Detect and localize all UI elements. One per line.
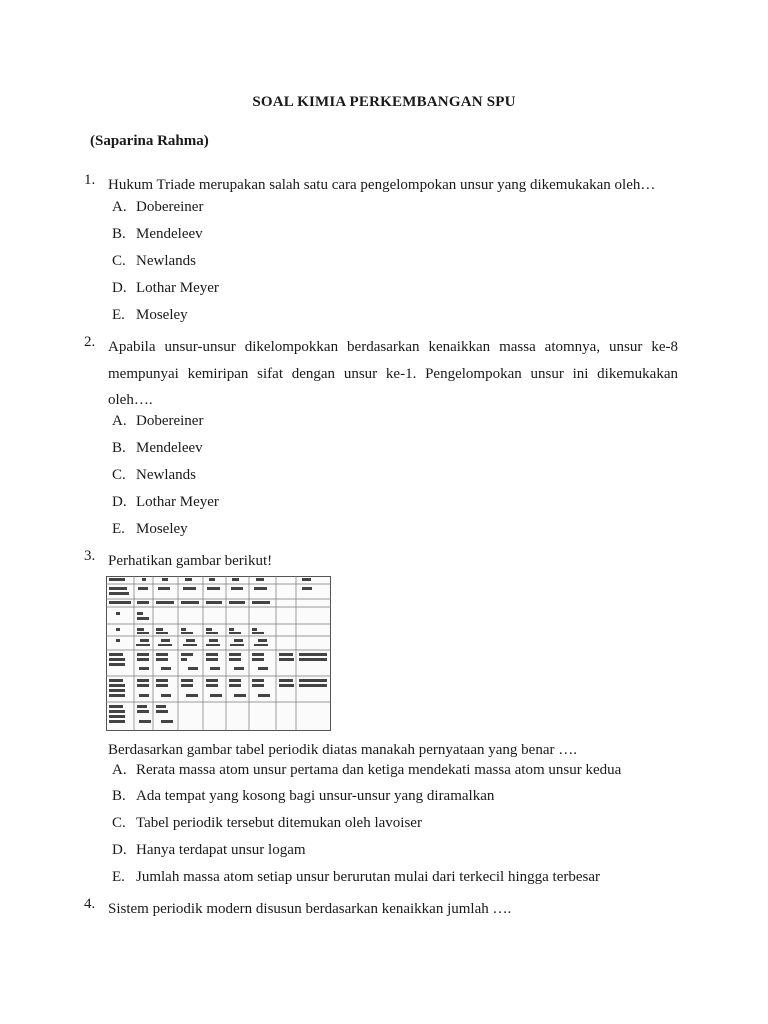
option-3c [0,815,768,837]
option-text: Mendeleev [136,440,203,456]
option-letter: C. [112,253,126,269]
question-number: 1. [84,172,96,188]
option-letter: B. [112,788,126,804]
option-text: Tabel periodik tersebut ditemukan oleh lavoiser [136,815,422,831]
option-letter: A. [112,199,127,215]
option-letter: E. [112,869,125,885]
option-text: Moseley [136,521,188,537]
option-letter: B. [112,440,126,456]
option-1e [0,307,768,329]
option-3b [0,788,768,810]
question-text: Perhatikan gambar berikut! [108,553,273,569]
option-3a [0,762,768,784]
option-1b [0,226,768,248]
option-letter: E. [112,307,125,323]
question-followup-text: Berdasarkan gambar tabel periodik diatas manakah pernyataan yang benar …. [108,742,577,758]
author-name: (Saparina Rahma) [90,133,209,149]
option-text: Hanya terdapat unsur logam [136,842,306,858]
option-letter: E. [112,521,125,537]
option-text: Newlands [136,253,196,269]
option-letter: D. [112,494,127,510]
periodic-table-image [106,576,331,731]
question-text: Apabila unsur-unsur dikelompokkan berdasarkan kenaikkan massa atomnya, unsur ke-8 mempunyai kemiripan sifat dengan unsur ke-1. Pengelompokan unsur ini dikemukakan oleh…. [108,339,678,409]
option-letter: A. [112,413,127,429]
option-1c [0,253,768,275]
question-text: Hukum Triade merupakan salah satu cara pengelompokan unsur yang dikemukakan oleh… [108,177,656,193]
question-text: Sistem periodik modern disusun berdasarkan kenaikkan jumlah …. [108,901,512,917]
question-number: 4. [84,896,96,912]
option-text: Dobereiner [136,413,204,429]
option-text: Rerata massa atom unsur pertama dan ketiga mendekati massa atom unsur kedua [136,762,622,778]
option-text: Lothar Meyer [136,280,219,296]
option-letter: C. [112,467,126,483]
option-text: Moseley [136,307,188,323]
document-title: SOAL KIMIA PERKEMBANGAN SPU [252,94,516,110]
option-letter: D. [112,842,127,858]
option-letter: A. [112,762,127,778]
option-text: Lothar Meyer [136,494,219,510]
option-letter: B. [112,226,126,242]
option-2a [0,413,768,435]
question-number: 2. [84,334,96,350]
option-2e [0,521,768,543]
option-letter: D. [112,280,127,296]
option-2d [0,494,768,516]
option-text: Ada tempat yang kosong bagi unsur-unsur yang diramalkan [136,788,495,804]
option-1a [0,199,768,221]
option-text: Mendeleev [136,226,203,242]
option-2b [0,440,768,462]
option-letter: C. [112,815,126,831]
option-2c [0,467,768,489]
option-text: Dobereiner [136,199,204,215]
option-text: Jumlah massa atom setiap unsur berurutan mulai dari terkecil hingga terbesar [136,869,601,885]
option-3e [0,869,768,891]
question-number: 3. [84,548,96,564]
option-3d [0,842,768,864]
option-text: Newlands [136,467,196,483]
option-1d [0,280,768,302]
